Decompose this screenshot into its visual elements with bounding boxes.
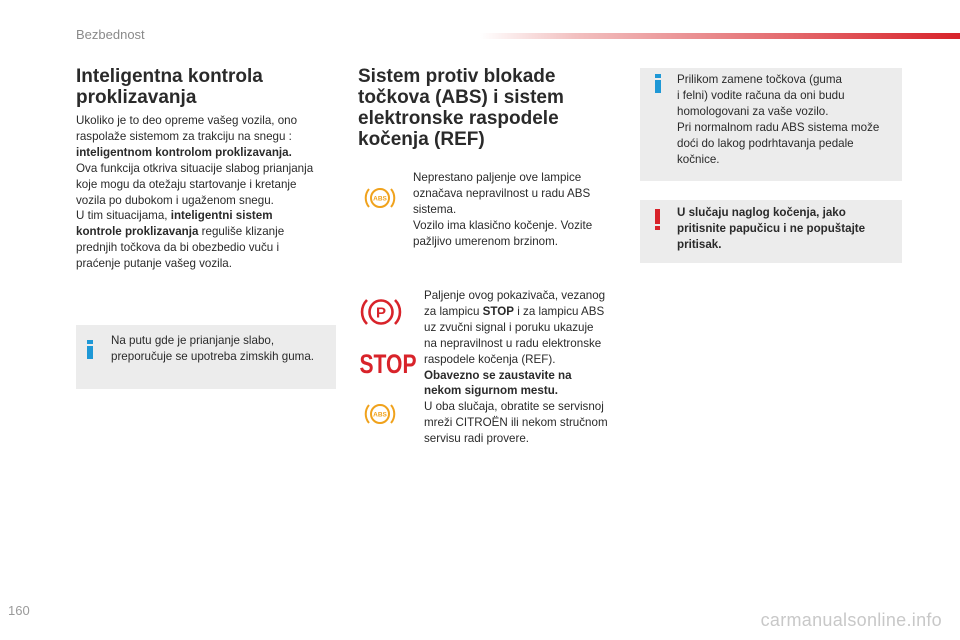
ref-lamp-text: Paljenje ovog pokazivača, vezanog za lampicu STOP i za lampicu ABS uz zvučni signal i poruku ukazuje na nepravilnost u radu elektronske raspodele kočenja (REF). Obavezno se zaustavite na nekom sigurnom mestu. U oba slučaja, obratite se servisnoj mreži CITROËN ili nekom stručnom servisu radi provere.: [424, 289, 608, 446]
svg-text:ABS: ABS: [373, 411, 387, 419]
svg-text:STOP: STOP: [359, 349, 417, 379]
right-info-text: Prilikom zamene točkova (guma i felni) vodite računa da oni budu homologovani za vaše vozilo. Pri normalnom radu ABS sistema može doći do lakog podrhtavanja pedale kočnice.: [677, 73, 880, 166]
section-label: Bezbednost: [76, 27, 145, 42]
page-number: 160: [8, 603, 30, 618]
watermark-text: carmanualsonline.info: [760, 610, 942, 630]
left-info-box: [76, 325, 336, 389]
right-warning-text: U slučaju naglog kočenja, jako pritisnite papučicu i ne popuštajte pritisak.: [677, 206, 866, 251]
abs-warning-lamp-icon-2: [364, 399, 396, 429]
left-info-text: Na putu gde je prianjanje slabo, preporučuje se upotreba zimskih guma.: [111, 334, 314, 363]
abs-warning-lamp-icon: [364, 183, 396, 213]
header-rule: [480, 33, 960, 39]
left-paragraph: Ukoliko je to deo opreme vašeg vozila, ono raspolaže sistemom za trakciju na snegu : inteligentnom kontrolom proklizavanja. Ova funkcija otkriva situacije slabog prianjanja koje mogu da otežaju startovanje i kretanje vozila po dubokom i ugaženom snegu. U tim situacijama, inteligentni sistem kontrole proklizavanja reguliše klizanje prednjih točkova da bi obezbedio vuču i praćenje putanje vašeg vozila.: [76, 114, 314, 271]
middle-title: Sistem protiv blokade točkova (ABS) i sistem elektronske raspodele kočenja (REF): [358, 66, 564, 150]
right-info-box: [640, 68, 902, 181]
brake-warning-lamp-icon: [361, 295, 401, 329]
right-warning-box: [640, 200, 902, 263]
left-title: Inteligentna kontrola proklizavanja: [76, 66, 263, 108]
stop-warning-lamp-icon: [358, 345, 418, 379]
svg-text:P: P: [375, 304, 387, 322]
abs-lamp-text: Neprestano paljenje ove lampice označava nepravilnost u radu ABS sistema. Vozilo ima klasično kočenje. Vozite pažljivo umerenom brzinom.: [413, 171, 593, 248]
svg-text:ABS: ABS: [373, 195, 387, 203]
